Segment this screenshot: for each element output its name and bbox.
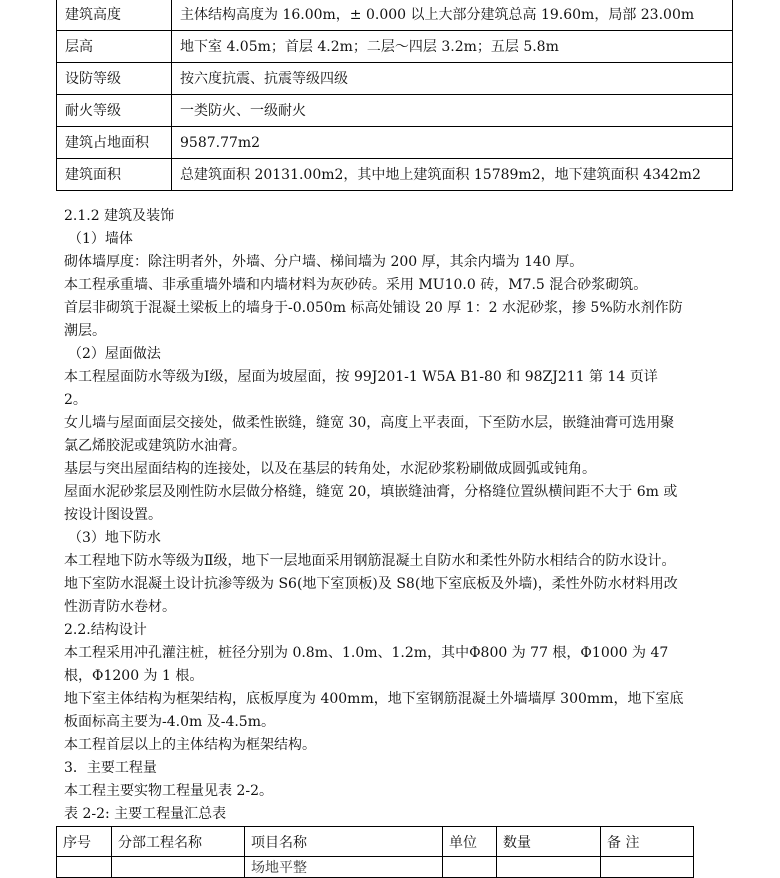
paragraph-wall-thickness: 砌体墙厚度：除注明者外，外墙、分户墙、梯间墙为 200 厚，其余内墙为 140 厚。 <box>64 254 584 270</box>
subheading-roof: （2）屋面做法 <box>68 346 161 362</box>
info-row <box>57 95 733 127</box>
paragraph-basement-waterproof: 本工程地下防水等级为Ⅱ级，地下一层地面采用钢筋混凝土自防水和柔性外防水相结合的防水设计。地下室防水混凝土设计抗渗等级为 S6(地下室顶板)及 S8(地下室底板及外墙)，柔性外防水材料用改性沥青防水卷材。 <box>64 553 678 615</box>
section-heading-2-1-2: 2.1.2 建筑及装饰 <box>64 208 175 224</box>
section-heading-2-2: 2.2.结构设计 <box>64 622 147 638</box>
info-value-cell: 9587.77m2 <box>172 127 733 159</box>
paragraph-parapet-joint: 女儿墙与屋面面层交接处，做柔性嵌缝，缝宽 30，高度上平表面，下至防水层，嵌缝油膏可选用聚氯乙烯胶泥或建筑防水油膏。 <box>64 415 675 454</box>
table-header-row <box>57 827 694 857</box>
paragraph-basement-structure: 地下室主体结构为框架结构，底板厚度为 400mm，地下室钢筋混凝土外墙墙厚 300mm，地下室底板面标高主要为-4.0m 及-4.5m。 <box>64 691 684 730</box>
info-row <box>57 127 733 159</box>
subheading-wall: （1）墙体 <box>68 231 133 247</box>
info-value-cell: 主体结构高度为 16.00m，± 0.000 以上大部分建筑总高 19.60m，局部 23.00m <box>172 0 733 31</box>
info-value-cell: 地下室 4.05m；首层 4.2m；二层～四层 3.2m；五层 5.8m <box>172 31 733 63</box>
info-key-cell: 建筑高度 <box>57 0 172 31</box>
table-cell-text: 场地平整 <box>251 860 307 876</box>
table-cell <box>112 857 245 878</box>
info-key-cell: 建筑面积 <box>57 159 172 191</box>
info-value-cell: 一类防火、一级耐火 <box>172 95 733 127</box>
section-heading-3: 3．主要工程量 <box>64 760 157 776</box>
paragraph-quantity-intro: 本工程主要实物工程量见表 2-2。 <box>64 783 273 799</box>
table-caption: 表 2-2: 主要工程量汇总表 <box>64 806 227 822</box>
info-key-cell: 耐火等级 <box>57 95 172 127</box>
info-key-cell: 建筑占地面积 <box>57 127 172 159</box>
table-row <box>57 857 694 878</box>
table-cell <box>245 857 443 878</box>
paragraph-piles: 本工程采用冲孔灌注桩，桩径分别为 0.8m、1.0m、1.2m，其中Φ800 为 77 根，Φ1000 为 47 根，Φ1200 为 1 根。 <box>64 645 669 684</box>
body-text <box>64 205 684 826</box>
quantity-summary-table <box>56 826 694 878</box>
paragraph-roof-corner: 基层与突出屋面结构的连接处，以及在基层的转角处，水泥砂浆粉刷做成圆弧或钝角。 <box>64 461 596 477</box>
header-cell-item: 项目名称 <box>245 827 443 857</box>
paragraph-wall-material: 本工程承重墙、非承重墙外墙和内墙材料为灰砂砖。采用 MU10.0 砖，M7.5 混合砂浆砌筑。 <box>64 277 648 293</box>
table-cell <box>601 857 694 878</box>
info-value-cell: 按六度抗震、抗震等级四级 <box>172 63 733 95</box>
paragraph-roof-divider: 屋面水泥砂浆层及刚性防水层做分格缝，缝宽 20，填嵌缝油膏，分格缝位置纵横间距不大于 6m 或按设计图设置。 <box>64 484 678 523</box>
paragraph-roof-grade: 本工程屋面防水等级为Ⅰ级，屋面为坡屋面，按 99J201-1 W5A B1-80 和 98ZJ211 第 14 页详 2。 <box>64 369 658 408</box>
building-info-table <box>56 0 733 191</box>
info-value-cell: 总建筑面积 20131.00m2，其中地上建筑面积 15789m2，地下建筑面积 4342m2 <box>172 159 733 191</box>
info-key-cell: 设防等级 <box>57 63 172 95</box>
info-row <box>57 159 733 191</box>
header-cell-unit: 单位 <box>443 827 497 857</box>
header-cell-quantity: 数量 <box>497 827 601 857</box>
header-cell-index: 序号 <box>57 827 112 857</box>
table-cell <box>57 857 112 878</box>
info-row <box>57 31 733 63</box>
paragraph-frame-structure: 本工程首层以上的主体结构为框架结构。 <box>64 737 316 753</box>
info-row <box>57 0 733 31</box>
header-cell-remark: 备 注 <box>601 827 694 857</box>
table-cell <box>497 857 601 878</box>
info-key-cell: 层高 <box>57 31 172 63</box>
info-row <box>57 63 733 95</box>
paragraph-damp-proof: 首层非砌筑于混凝土梁板上的墙身于-0.050m 标高处铺设 20 厚 1：2 水泥砂浆，掺 5%防水剂作防潮层。 <box>64 300 683 339</box>
subheading-basement: （3）地下防水 <box>68 530 161 546</box>
header-cell-division: 分部工程名称 <box>112 827 245 857</box>
table-cell <box>443 857 497 878</box>
